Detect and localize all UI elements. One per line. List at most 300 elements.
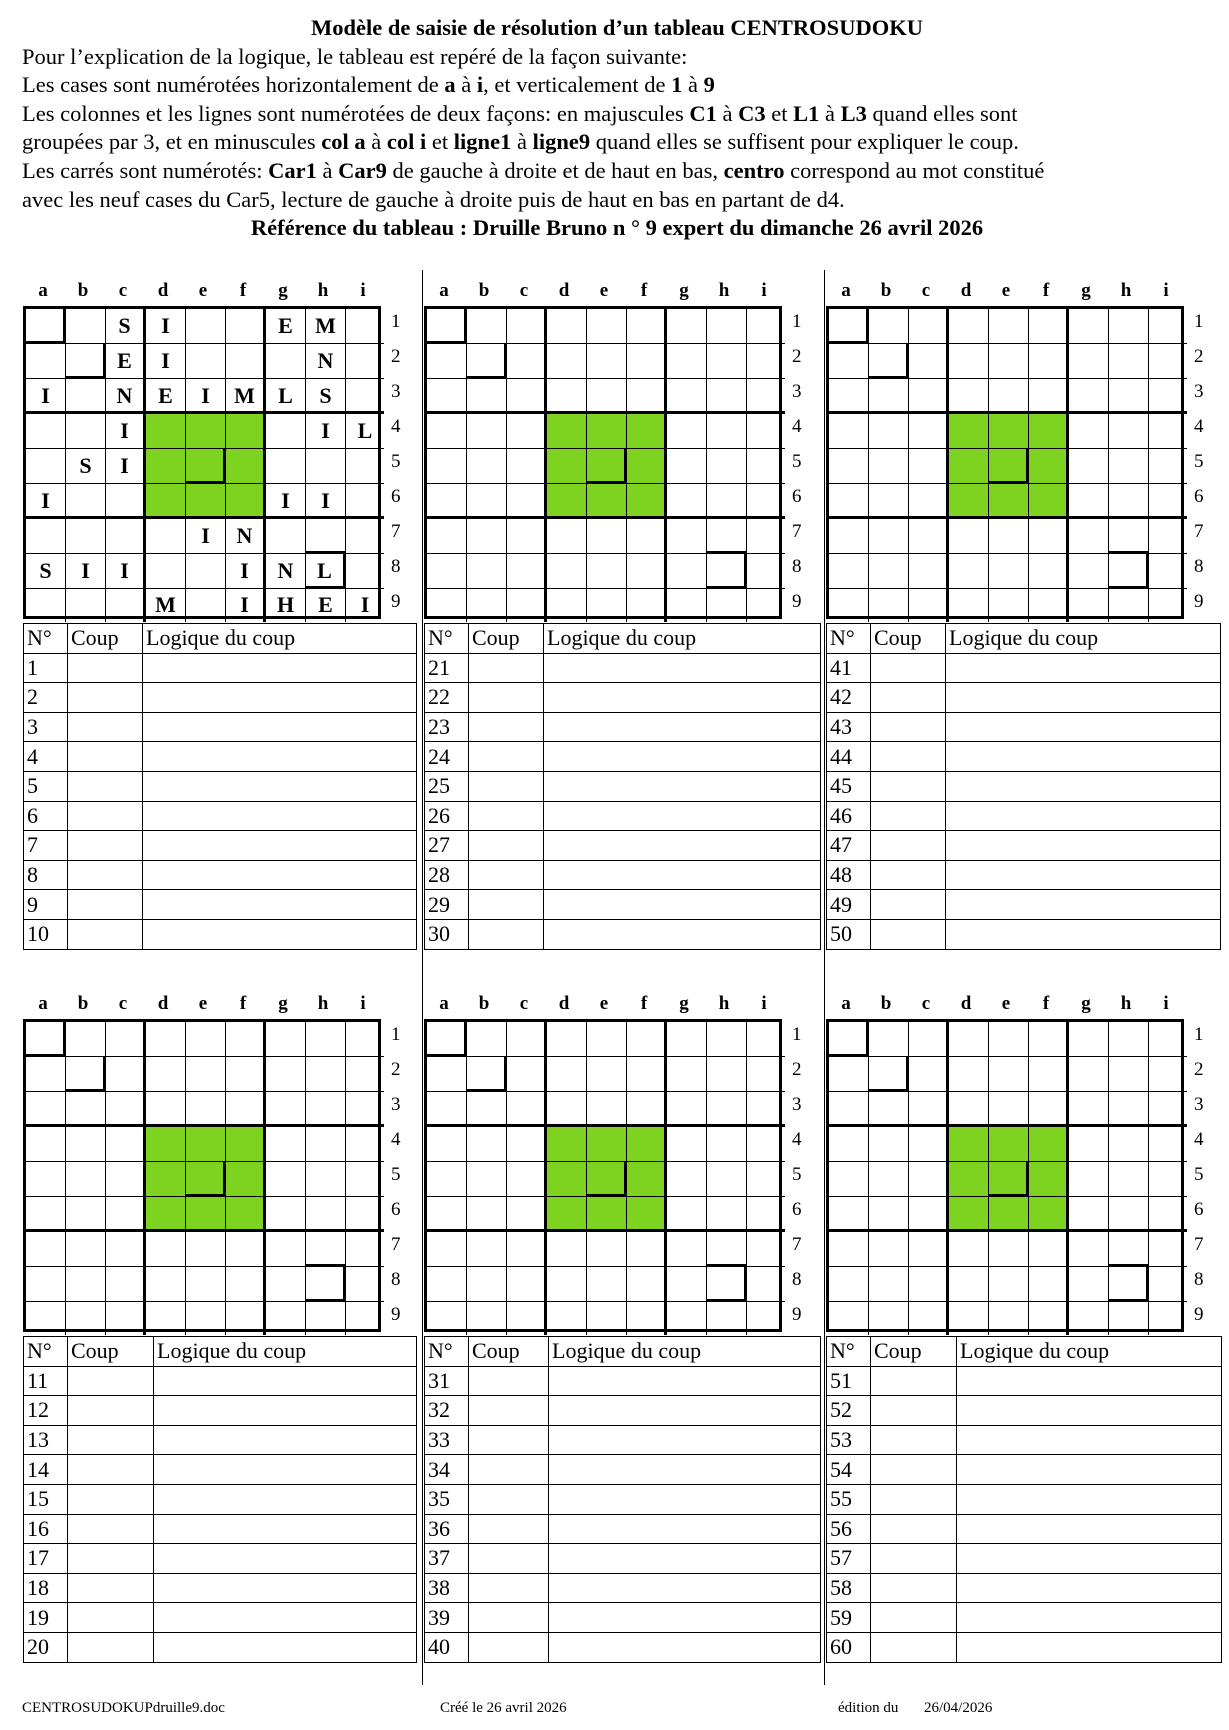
grid-cell[interactable] [949,589,989,622]
grid-cell[interactable] [306,1092,346,1127]
coup-cell[interactable] [68,1544,154,1574]
grid-cell[interactable] [627,589,667,622]
grid-cell[interactable] [1069,1197,1109,1232]
grid-cell[interactable] [707,414,747,449]
grid-cell[interactable] [306,1197,346,1232]
logique-cell[interactable] [549,1484,821,1514]
grid-cell[interactable] [507,1092,547,1127]
coup-cell[interactable] [469,1573,549,1603]
grid-cell[interactable] [829,1057,869,1092]
coup-cell[interactable] [871,683,946,713]
grid-cell[interactable]: I [306,414,346,449]
grid-cell[interactable] [989,1197,1029,1232]
grid-cell[interactable] [346,1267,384,1302]
grid-cell[interactable] [346,1127,384,1162]
grid-cell[interactable] [909,554,949,589]
grid-cell[interactable] [587,1057,627,1092]
grid-cell[interactable] [747,484,785,519]
grid-cell[interactable] [226,1022,266,1057]
grid-cell[interactable] [1149,519,1187,554]
grid-cell[interactable] [909,344,949,379]
coup-cell[interactable] [871,1603,957,1633]
grid-cell[interactable] [1069,344,1109,379]
grid-cell[interactable] [587,589,627,622]
grid-cell[interactable] [507,1197,547,1232]
grid-cell[interactable] [467,589,507,622]
grid-cell[interactable] [869,344,909,379]
grid-cell[interactable] [829,379,869,414]
grid-cell[interactable] [587,449,627,484]
grid-cell[interactable] [989,519,1029,554]
grid-cell[interactable] [26,1267,66,1302]
grid-cell[interactable] [667,554,707,589]
grid-cell[interactable] [707,379,747,414]
grid-cell[interactable]: N [226,519,266,554]
grid-cell[interactable] [507,1267,547,1302]
grid-cell[interactable] [146,1092,186,1127]
grid-cell[interactable] [226,1267,266,1302]
grid-cell[interactable] [949,1232,989,1267]
grid-cell[interactable] [707,1232,747,1267]
grid-cell[interactable] [989,414,1029,449]
grid-cell[interactable] [106,1127,146,1162]
grid-cell[interactable] [909,379,949,414]
grid-cell[interactable] [707,309,747,344]
grid-cell[interactable] [226,1232,266,1267]
grid-cell[interactable] [146,554,186,589]
grid-cell[interactable] [66,1197,106,1232]
grid-cell[interactable] [829,1022,869,1057]
grid-cell[interactable] [747,309,785,344]
grid-cell[interactable] [26,1162,66,1197]
grid-cell[interactable] [627,554,667,589]
grid-cell[interactable] [346,1022,384,1057]
grid-cell[interactable] [66,1267,106,1302]
grid-cell[interactable] [66,344,106,379]
grid-cell[interactable] [106,1267,146,1302]
coup-cell[interactable] [469,771,544,801]
grid-cell[interactable] [627,1162,667,1197]
grid-cell[interactable] [507,309,547,344]
grid-cell[interactable] [1029,1022,1069,1057]
grid-cell[interactable]: I [306,484,346,519]
grid-cell[interactable] [1109,309,1149,344]
grid-cell[interactable] [146,449,186,484]
grid-cell[interactable] [427,1232,467,1267]
coup-cell[interactable] [469,890,544,920]
coup-cell[interactable] [469,712,544,742]
grid-cell[interactable] [66,1057,106,1092]
grid-cell[interactable] [1109,449,1149,484]
grid-cell[interactable] [747,1057,785,1092]
logique-cell[interactable] [154,1425,417,1455]
grid-cell[interactable] [707,484,747,519]
logique-cell[interactable] [957,1396,1222,1426]
grid-cell[interactable] [467,414,507,449]
grid-cell[interactable] [1149,1092,1187,1127]
coup-cell[interactable] [68,742,143,772]
grid-cell[interactable] [909,1022,949,1057]
logique-cell[interactable] [154,1514,417,1544]
grid-cell[interactable] [1029,414,1069,449]
logique-cell[interactable] [946,890,1221,920]
logique-cell[interactable] [549,1573,821,1603]
grid-cell[interactable] [547,1057,587,1092]
grid-cell[interactable]: E [106,344,146,379]
grid-cell[interactable] [949,1302,989,1335]
grid-cell[interactable] [346,449,384,484]
grid-cell[interactable] [226,449,266,484]
logique-cell[interactable] [154,1603,417,1633]
grid-cell[interactable]: I [360,592,370,617]
grid-cell[interactable] [226,344,266,379]
grid-cell[interactable] [266,1232,306,1267]
grid-cell[interactable] [869,1057,909,1092]
grid-cell[interactable]: E [146,379,186,414]
logique-cell[interactable] [544,801,821,831]
grid-cell[interactable] [869,1302,909,1335]
grid-cell[interactable] [909,1092,949,1127]
grid-cell[interactable] [186,1197,226,1232]
grid-cell[interactable] [427,344,467,379]
coup-cell[interactable] [871,1573,957,1603]
logique-cell[interactable] [544,831,821,861]
grid-cell[interactable] [667,1302,707,1335]
grid-cell[interactable]: M [146,589,186,622]
logique-cell[interactable] [549,1455,821,1485]
grid-cell[interactable] [1029,589,1069,622]
coup-cell[interactable] [871,801,946,831]
logique-cell[interactable] [154,1366,417,1396]
grid-cell[interactable] [1029,1232,1069,1267]
grid-cell[interactable] [186,1127,226,1162]
grid-cell[interactable] [26,589,66,622]
grid-cell[interactable] [707,449,747,484]
grid-cell[interactable] [306,1127,346,1162]
grid-cell[interactable] [186,484,226,519]
coup-cell[interactable] [68,1425,154,1455]
grid-cell[interactable]: I [146,309,186,344]
grid-cell[interactable] [507,344,547,379]
coup-cell[interactable] [68,712,143,742]
grid-cell[interactable] [829,554,869,589]
grid-cell[interactable] [427,1022,467,1057]
coup-cell[interactable] [469,1366,549,1396]
logique-cell[interactable] [957,1632,1222,1662]
coup-cell[interactable] [871,742,946,772]
grid-cell[interactable] [869,1162,909,1197]
logique-cell[interactable] [154,1396,417,1426]
grid-cell[interactable] [667,1162,707,1197]
grid-cell[interactable] [667,344,707,379]
grid-cell[interactable] [266,1302,306,1335]
grid-cell[interactable] [909,414,949,449]
grid-cell[interactable] [146,519,186,554]
grid-cell[interactable] [427,1092,467,1127]
grid-cell[interactable] [949,484,989,519]
logique-cell[interactable] [946,742,1221,772]
grid-cell[interactable]: I [106,554,146,589]
grid-cell[interactable] [949,1197,989,1232]
grid-cell[interactable] [427,1302,467,1335]
grid-cell[interactable] [1109,1197,1149,1232]
grid-cell[interactable] [547,589,587,622]
grid-cell[interactable] [627,1232,667,1267]
grid-cell[interactable] [1109,1057,1149,1092]
grid-cell[interactable] [186,1232,226,1267]
grid-cell[interactable] [587,1127,627,1162]
grid-cell[interactable] [587,1092,627,1127]
grid-cell[interactable] [949,1162,989,1197]
grid-cell[interactable] [1029,1302,1069,1335]
coup-cell[interactable] [871,1514,957,1544]
coup-cell[interactable] [871,831,946,861]
grid-cell[interactable] [507,589,547,622]
grid-cell[interactable] [226,1162,266,1197]
coup-cell[interactable] [871,653,946,683]
logique-cell[interactable] [946,653,1221,683]
grid-cell[interactable] [266,1162,306,1197]
grid-cell[interactable] [1109,519,1149,554]
grid-cell[interactable] [467,1197,507,1232]
grid-cell[interactable] [427,589,467,622]
logique-cell[interactable] [154,1544,417,1574]
grid-cell[interactable] [66,1302,106,1335]
coup-cell[interactable] [68,1514,154,1544]
grid-cell[interactable] [427,519,467,554]
grid-cell[interactable] [747,1302,785,1335]
grid-cell[interactable] [707,1127,747,1162]
grid-cell[interactable] [266,344,306,379]
grid-cell[interactable] [146,1232,186,1267]
grid-cell[interactable] [949,1057,989,1092]
grid-cell[interactable] [909,519,949,554]
grid-cell[interactable] [266,1022,306,1057]
grid-cell[interactable] [747,1127,785,1162]
logique-cell[interactable] [957,1573,1222,1603]
grid-cell[interactable] [106,1232,146,1267]
coup-cell[interactable] [871,1396,957,1426]
grid-cell[interactable] [869,1127,909,1162]
grid-cell[interactable] [1069,1232,1109,1267]
grid-cell[interactable] [627,1197,667,1232]
grid-cell[interactable] [507,1162,547,1197]
coup-cell[interactable] [68,1484,154,1514]
grid-cell[interactable] [1149,589,1187,622]
coup-cell[interactable] [871,1455,957,1485]
grid-cell[interactable]: I [266,484,306,519]
grid-cell[interactable] [346,1232,384,1267]
grid-cell[interactable] [266,1197,306,1232]
coup-cell[interactable] [68,683,143,713]
grid-cell[interactable] [547,519,587,554]
grid-cell[interactable] [869,309,909,344]
logique-cell[interactable] [946,801,1221,831]
grid-cell[interactable] [226,1302,266,1335]
grid-cell[interactable] [186,1302,226,1335]
grid-cell[interactable] [1149,379,1187,414]
grid-cell[interactable] [667,1267,707,1302]
grid-cell[interactable] [949,309,989,344]
grid-cell[interactable] [829,1162,869,1197]
coup-cell[interactable] [469,1484,549,1514]
grid-cell[interactable] [346,1057,384,1092]
grid-cell[interactable] [427,484,467,519]
grid-cell[interactable] [1149,484,1187,519]
grid-cell[interactable] [747,589,785,622]
grid-cell[interactable] [346,554,384,589]
coup-cell[interactable] [469,1632,549,1662]
grid-cell[interactable] [346,344,384,379]
grid-cell[interactable] [26,1127,66,1162]
grid-cell[interactable]: E [266,309,306,344]
grid-cell[interactable] [949,414,989,449]
grid-cell[interactable] [587,554,627,589]
grid-cell[interactable] [909,1057,949,1092]
grid-cell[interactable] [587,414,627,449]
coup-cell[interactable] [871,890,946,920]
grid-cell[interactable] [106,1302,146,1335]
grid-cell[interactable] [26,1232,66,1267]
grid-cell[interactable]: I [186,519,226,554]
grid-cell[interactable] [106,1092,146,1127]
grid-cell[interactable] [66,1022,106,1057]
grid-cell[interactable] [707,1267,747,1302]
grid-cell[interactable] [226,414,266,449]
grid-cell[interactable] [869,1197,909,1232]
grid-cell[interactable] [547,379,587,414]
logique-cell[interactable] [143,771,417,801]
grid-cell[interactable] [547,1092,587,1127]
grid-cell[interactable] [667,589,707,622]
coup-cell[interactable] [469,683,544,713]
grid-cell[interactable] [667,1197,707,1232]
grid-cell[interactable] [1069,1127,1109,1162]
grid-cell[interactable] [1069,1092,1109,1127]
logique-cell[interactable] [143,801,417,831]
grid-cell[interactable] [66,519,106,554]
grid-cell[interactable] [1149,1057,1187,1092]
grid-cell[interactable] [427,309,467,344]
logique-cell[interactable] [143,712,417,742]
grid-cell[interactable] [869,484,909,519]
grid-cell[interactable] [146,484,186,519]
grid-cell[interactable] [1069,1302,1109,1335]
grid-cell[interactable] [427,554,467,589]
grid-cell[interactable] [226,1057,266,1092]
grid-cell[interactable] [747,379,785,414]
coup-cell[interactable] [68,1573,154,1603]
grid-cell[interactable] [1109,1232,1149,1267]
grid-cell[interactable] [667,1127,707,1162]
grid-cell[interactable] [869,554,909,589]
grid-cell[interactable] [427,414,467,449]
logique-cell[interactable] [957,1366,1222,1396]
coup-cell[interactable] [68,1396,154,1426]
grid-cell[interactable] [869,379,909,414]
grid-cell[interactable] [707,1162,747,1197]
grid-cell[interactable] [66,589,106,622]
logique-cell[interactable] [143,653,417,683]
grid-cell[interactable] [507,414,547,449]
grid-cell[interactable] [66,1092,106,1127]
grid-cell[interactable] [1109,414,1149,449]
grid-cell[interactable] [26,449,66,484]
grid-cell[interactable] [547,1197,587,1232]
grid-cell[interactable] [667,1232,707,1267]
grid-cell[interactable] [1029,309,1069,344]
grid-cell[interactable] [66,309,106,344]
grid-cell[interactable]: N [306,344,346,379]
grid-cell[interactable]: I [106,414,146,449]
logique-cell[interactable] [957,1603,1222,1633]
grid-cell[interactable] [707,589,747,622]
grid-cell[interactable] [507,1232,547,1267]
grid-cell[interactable] [909,309,949,344]
logique-cell[interactable] [154,1573,417,1603]
logique-cell[interactable] [544,860,821,890]
grid-cell[interactable]: S [106,309,146,344]
grid-cell[interactable] [1109,589,1149,622]
grid-cell[interactable] [507,1022,547,1057]
grid-cell[interactable] [829,414,869,449]
grid-cell[interactable] [747,1022,785,1057]
grid-cell[interactable] [1149,1302,1187,1335]
coup-cell[interactable] [871,1632,957,1662]
grid-cell[interactable] [869,414,909,449]
grid-cell[interactable]: L [346,414,384,449]
grid-cell[interactable] [667,484,707,519]
grid-cell[interactable] [1029,484,1069,519]
grid-cell[interactable] [909,589,949,622]
grid-cell[interactable] [547,1232,587,1267]
grid-cell[interactable] [306,1162,346,1197]
grid-cell[interactable] [1069,1022,1109,1057]
grid-cell[interactable]: I [26,484,66,519]
grid-cell[interactable] [66,484,106,519]
grid-cell[interactable] [1149,1162,1187,1197]
grid-cell[interactable] [547,414,587,449]
grid-cell[interactable] [507,519,547,554]
grid-cell[interactable] [427,1162,467,1197]
grid-cell[interactable] [829,1302,869,1335]
grid-cell[interactable] [547,1267,587,1302]
grid-cell[interactable] [106,1197,146,1232]
grid-cell[interactable] [507,1057,547,1092]
grid-cell[interactable] [547,484,587,519]
logique-cell[interactable] [544,919,821,949]
grid-cell[interactable] [667,1022,707,1057]
grid-cell[interactable] [989,589,1029,622]
grid-cell[interactable] [226,1092,266,1127]
grid-cell[interactable] [1029,1197,1069,1232]
logique-cell[interactable] [957,1514,1222,1544]
grid-cell[interactable] [346,309,384,344]
coup-cell[interactable] [469,919,544,949]
grid-cell[interactable] [829,589,869,622]
grid-cell[interactable] [989,1267,1029,1302]
logique-cell[interactable] [143,742,417,772]
grid-cell[interactable] [869,589,909,622]
grid-cell[interactable] [146,1267,186,1302]
grid-cell[interactable] [467,1022,507,1057]
grid-cell[interactable] [1149,309,1187,344]
grid-cell[interactable] [949,1267,989,1302]
grid-cell[interactable] [949,1092,989,1127]
grid-cell[interactable] [587,519,627,554]
grid-cell[interactable] [1029,344,1069,379]
grid-cell[interactable] [427,1127,467,1162]
